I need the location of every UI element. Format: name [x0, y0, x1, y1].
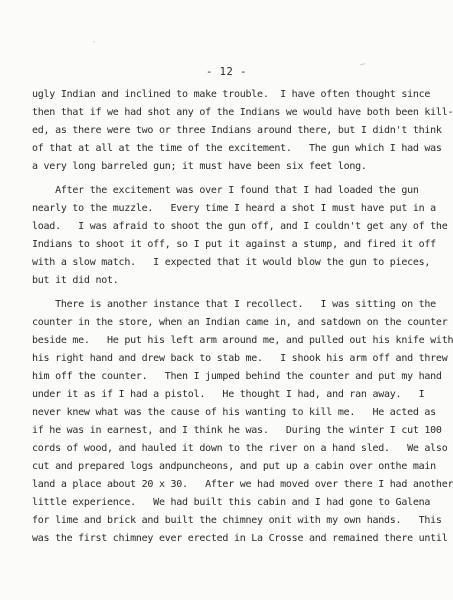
text-line: beside me. He put his left arm around me, and pulled out his knife with — [32, 335, 453, 346]
text-line: for lime and brick and built the chimney onit with my own hands. This — [32, 515, 442, 526]
text-line: was the first chimney ever erected in La Crosse and remained there until — [32, 533, 448, 544]
page-number: - 12 - — [206, 66, 247, 78]
text-line: load. I was afraid to shoot the gun off, and I couldn't get any of the — [32, 221, 448, 232]
text-line: under it as if I had a pistol. He thought I had, and ran away. I — [32, 389, 425, 400]
text-line: if he was in earnest, and I think he was. During the winter I cut 100 — [32, 425, 442, 436]
text-line: with a slow match. I expected that it would blow the gun to pieces, — [32, 257, 431, 268]
text-line: of that at all at the time of the excitement. The gun which I had was — [32, 143, 442, 154]
text-line: cords of wood, and hauled it down to the river on a hand sled. We also — [32, 443, 448, 454]
text-line: his right hand and drew back to stab me. I shook his arm off and threw — [32, 353, 448, 364]
text-line: After the excitement was over I found that I had loaded the gun — [32, 185, 419, 196]
text-line: There is another instance that I recollect. I was sitting on the — [32, 299, 436, 310]
text-line: ed, as there were two or three Indians around there, but I didn't think — [32, 125, 442, 136]
text-line: a very long barreled gun; it must have been six feet long. — [32, 161, 367, 172]
text-line: little experience. We had built this cabin and I had gone to Galena — [32, 497, 431, 508]
text-line: nearly to the muzzle. Every time I heard a shot I must have put in a — [32, 203, 436, 214]
text-line: him off the counter. Then I jumped behind the counter and put my hand — [32, 371, 442, 382]
text-line: never knew what was the cause of his wanting to kill me. He acted as — [32, 407, 436, 418]
text-line: Indians to shoot it off, so I put it against a stump, and fired it off — [32, 239, 436, 250]
text-line: counter in the store, when an Indian came in, and satdown on the counter — [32, 317, 448, 328]
bleed-through-mark: ~ — [358, 59, 367, 71]
text-line: land a place about 20 x 30. After we had moved over there I had another — [32, 479, 453, 490]
text-line: ugly Indian and inclined to make trouble. I have often thought since — [32, 89, 431, 100]
text-line: but it did not. — [32, 275, 119, 286]
text-line: cut and prepared logs andpuncheons, and put up a cabin over onthe main — [32, 461, 436, 472]
text-line: then that if we had shot any of the Indians we would have both been kill- — [32, 107, 453, 118]
stray-mark: ' — [92, 40, 97, 48]
